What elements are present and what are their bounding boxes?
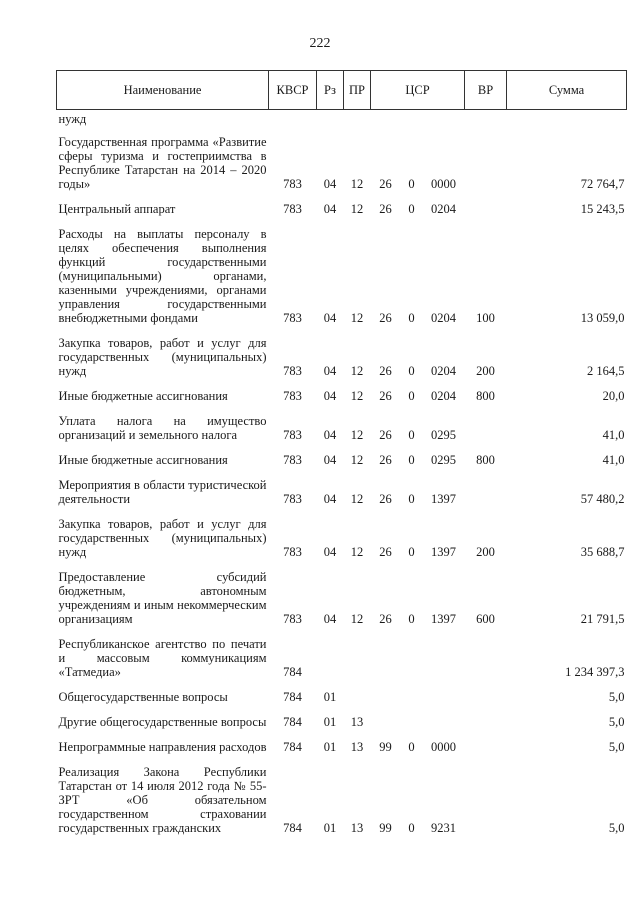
row-csr-subprogram: [401, 684, 423, 709]
row-csr-program: 26: [379, 177, 392, 191]
row-rz: 04: [323, 612, 337, 626]
row-vr: [465, 196, 507, 221]
row-kvsr: 784: [283, 821, 302, 835]
row-rz: 01: [323, 821, 337, 835]
row-csr-program: 99: [379, 821, 392, 835]
row-rz: 04: [323, 545, 337, 559]
row-csr-program: 26: [379, 492, 392, 506]
row-pr: [344, 684, 371, 709]
row-csr-program: 26: [379, 364, 392, 378]
table-row: [57, 447, 627, 472]
row-pr: 13: [350, 821, 364, 835]
row-rz: 04: [323, 389, 337, 403]
table-row: [57, 709, 627, 734]
row-kvsr: 783: [283, 364, 302, 378]
row-pr: 12: [350, 545, 364, 559]
row-csr-program: 26: [379, 545, 392, 559]
row-csr-direction: [423, 684, 465, 709]
row-kvsr: 784: [283, 740, 302, 754]
row-kvsr: 783: [283, 492, 302, 506]
row-kvsr: 783: [283, 453, 302, 467]
row-kvsr: 783: [283, 389, 302, 403]
row-csr-subprogram: 0: [408, 202, 415, 216]
page-number: 222: [309, 36, 331, 51]
row-csr-subprogram: 0: [408, 177, 415, 191]
budget-table: [56, 70, 627, 840]
row-name: Мероприятия в области туристической деятельности: [58, 478, 267, 506]
row-csr-direction: 0204: [431, 364, 456, 378]
header-kvsr: КВСР: [269, 71, 317, 110]
table-row: [57, 196, 627, 221]
row-pr: 12: [350, 428, 364, 442]
row-rz: 04: [323, 202, 337, 216]
row-csr-subprogram: [401, 631, 423, 684]
row-csr-subprogram: 0: [408, 364, 415, 378]
row-pr: 12: [350, 311, 364, 325]
header-rz: Рз: [317, 71, 344, 110]
row-csr-program: 99: [379, 740, 392, 754]
row-csr-subprogram: 0: [408, 311, 415, 325]
row-vr: [465, 631, 507, 684]
row-csr-subprogram: 0: [408, 740, 415, 754]
row-csr-direction: 0295: [431, 428, 456, 442]
row-pr: 12: [350, 453, 364, 467]
row-rz: 01: [323, 740, 337, 754]
row-name: Реализация Закона Республики Татарстан от 14 июля 2012 года № 55-ЗРТ «Об обязательном государственном страховании государственных гражданских: [58, 765, 267, 835]
row-kvsr: 783: [283, 612, 302, 626]
row-pr: [344, 110, 371, 130]
row-csr-direction: 9231: [431, 821, 456, 835]
row-csr-program: 26: [379, 202, 392, 216]
table-row: [57, 383, 627, 408]
row-kvsr: 783: [283, 202, 302, 216]
row-csr-subprogram: 0: [408, 492, 415, 506]
table-row: [57, 511, 627, 564]
row-sum: 1 234 397,3: [565, 665, 625, 679]
row-pr: 12: [350, 364, 364, 378]
row-vr: [465, 759, 507, 840]
table-row: [57, 408, 627, 447]
row-rz: 04: [323, 364, 337, 378]
row-pr: 12: [350, 202, 364, 216]
row-sum: 41,0: [602, 428, 625, 442]
row-pr: 12: [350, 389, 364, 403]
row-csr-direction: [423, 631, 465, 684]
row-vr: [465, 110, 507, 130]
row-kvsr: 783: [283, 545, 302, 559]
row-csr-program: [371, 631, 401, 684]
header-pr: ПР: [344, 71, 371, 110]
row-vr: 200: [476, 545, 495, 559]
row-vr: 800: [476, 453, 495, 467]
row-csr-direction: 0295: [431, 453, 456, 467]
row-csr-subprogram: 0: [408, 821, 415, 835]
row-csr-program: 26: [379, 428, 392, 442]
table-row: [57, 564, 627, 631]
row-sum: 15 243,5: [580, 202, 625, 216]
row-sum: 13 059,0: [580, 311, 625, 325]
row-name: Центральный аппарат: [58, 202, 176, 216]
table-row: [57, 129, 627, 196]
row-csr-direction: 0204: [431, 202, 456, 216]
table-row: [57, 110, 627, 130]
table-row: [57, 684, 627, 709]
row-name: Иные бюджетные ассигнования: [58, 389, 228, 403]
row-pr: 13: [350, 715, 364, 729]
row-csr-subprogram: 0: [408, 389, 415, 403]
row-rz: 01: [323, 690, 337, 704]
row-csr-direction: 0204: [431, 389, 456, 403]
row-sum: 21 791,5: [580, 612, 625, 626]
row-sum: 2 164,5: [587, 364, 625, 378]
row-vr: 800: [476, 389, 495, 403]
row-csr-direction: 1397: [431, 492, 456, 506]
row-sum: 5,0: [608, 715, 625, 729]
header-name: Наименование: [57, 71, 269, 110]
table-row: [57, 221, 627, 330]
row-sum: 5,0: [608, 690, 625, 704]
row-name: Общегосударственные вопросы: [58, 690, 228, 704]
row-csr-program: 26: [379, 311, 392, 325]
row-pr: 13: [350, 740, 364, 754]
row-sum: 20,0: [602, 389, 625, 403]
table-row: [57, 330, 627, 383]
row-csr-subprogram: 0: [408, 612, 415, 626]
row-csr-program: 26: [379, 612, 392, 626]
row-csr-direction: 0000: [431, 740, 456, 754]
row-csr-direction: [423, 110, 465, 130]
row-csr-subprogram: 0: [408, 428, 415, 442]
row-name: Республиканское агентство по печати и массовым коммуникациям «Татмедиа»: [58, 637, 267, 679]
row-sum: 5,0: [608, 740, 625, 754]
row-vr: [465, 408, 507, 447]
header-sum: Сумма: [507, 71, 627, 110]
row-rz: 01: [323, 715, 337, 729]
row-pr: 12: [350, 612, 364, 626]
row-kvsr: [269, 110, 317, 130]
row-csr-subprogram: 0: [408, 545, 415, 559]
row-rz: 04: [323, 311, 337, 325]
row-csr-direction: 0204: [431, 311, 456, 325]
row-vr: [465, 684, 507, 709]
row-csr-program: [371, 684, 401, 709]
row-sum: 57 480,2: [580, 492, 625, 506]
row-csr-direction: [423, 709, 465, 734]
row-csr-program: 26: [379, 389, 392, 403]
row-csr-direction: 1397: [431, 545, 456, 559]
header-vr: ВР: [465, 71, 507, 110]
row-vr: [465, 734, 507, 759]
row-pr: [344, 631, 371, 684]
table-row: [57, 631, 627, 684]
row-rz: 04: [323, 177, 337, 191]
row-kvsr: 784: [283, 665, 302, 679]
row-vr: 200: [476, 364, 495, 378]
row-vr: [465, 472, 507, 511]
row-name: Государственная программа «Развитие сферы туризма и гостеприимства в Республике Татарстан на 2014 – 2020 годы»: [58, 135, 267, 191]
row-name: Закупка товаров, работ и услуг для государственных (муниципальных) нужд: [58, 336, 267, 378]
row-kvsr: 783: [283, 177, 302, 191]
row-rz: 04: [323, 453, 337, 467]
table-header-row: [57, 71, 627, 110]
row-name: Иные бюджетные ассигнования: [58, 453, 228, 467]
row-csr-subprogram: 0: [408, 453, 415, 467]
row-vr: 100: [476, 311, 495, 325]
row-pr: 12: [350, 177, 364, 191]
row-sum: 5,0: [608, 821, 625, 835]
row-vr: [465, 129, 507, 196]
row-csr-direction: 1397: [431, 612, 456, 626]
row-sum: [507, 110, 627, 130]
row-csr-subprogram: [401, 709, 423, 734]
row-name: Уплата налога на имущество организаций и земельного налога: [58, 414, 267, 442]
row-kvsr: 783: [283, 311, 302, 325]
row-rz: [317, 110, 344, 130]
row-kvsr: 783: [283, 428, 302, 442]
row-rz: 04: [323, 492, 337, 506]
row-csr-subprogram: [401, 110, 423, 130]
row-sum: 35 688,7: [580, 545, 625, 559]
row-name: нужд: [58, 112, 87, 126]
row-csr-program: 26: [379, 453, 392, 467]
row-sum: 72 764,7: [580, 177, 625, 191]
row-rz: [317, 631, 344, 684]
row-rz: 04: [323, 428, 337, 442]
row-kvsr: 784: [283, 690, 302, 704]
row-name: Расходы на выплаты персоналу в целях обеспечения выполнения функций государственными (муниципальными) органами, казенными учреждениями, органами управления государственными внебюджетными фондами: [58, 227, 267, 325]
row-csr-program: [371, 709, 401, 734]
table-row: [57, 759, 627, 840]
row-vr: [465, 709, 507, 734]
row-name: Другие общегосударственные вопросы: [58, 715, 267, 729]
row-name: Закупка товаров, работ и услуг для государственных (муниципальных) нужд: [58, 517, 267, 559]
row-csr-direction: 0000: [431, 177, 456, 191]
row-name: Предоставление субсидий бюджетным, автономным учреждениям и иным некоммерческим организациям: [58, 570, 267, 626]
row-sum: 41,0: [602, 453, 625, 467]
row-kvsr: 784: [283, 715, 302, 729]
header-csr: ЦСР: [371, 71, 465, 110]
row-name: Непрограммные направления расходов: [58, 740, 267, 754]
row-csr-program: [371, 110, 401, 130]
row-pr: 12: [350, 492, 364, 506]
row-vr: 600: [476, 612, 495, 626]
table-row: [57, 734, 627, 759]
table-row: [57, 472, 627, 511]
